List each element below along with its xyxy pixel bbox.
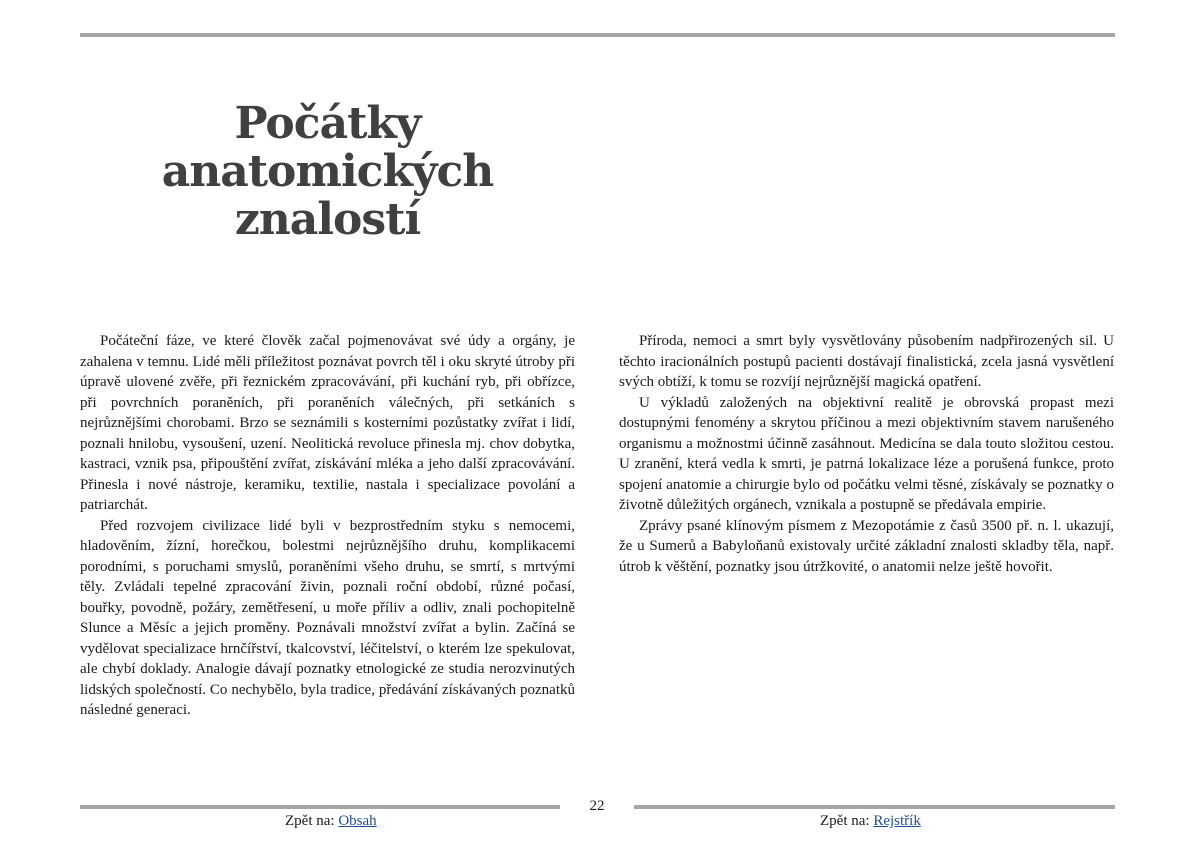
left-text-column bbox=[80, 331, 575, 721]
footer-nav-left bbox=[285, 813, 377, 830]
title-line-3: znalostí bbox=[234, 194, 421, 245]
paragraph: Počáteční fáze, ve které člověk začal pojmenovávat své údy a orgány, je zahalena v temnu. Lidé měli příležitost poznávat povrch těl i oku skryté útroby při úpravě ulovené zvěře, při řeznickém zpracovávání, při kuchání ryb, při obřízce, při povrchních poraněních, při poraněních válečných, při setkáních s nejrůznějšími chorobami. Brzo se seznámili s kosterními pozůstatky zvířat i lidí, poznali hnilobu, vysoušení, uzení. Neolitická revoluce přinesla mj. chov dobytka, kastraci, vznik psa, připouštění zvířat, získávání mléka a jeho další zpracovávání. Přinesla i nové nástroje, keramiku, textilie, nastala i specializace povolání a patriarchát. bbox=[80, 333, 575, 513]
index-link[interactable]: Rejstřík bbox=[873, 813, 921, 829]
page-number: 22 bbox=[560, 798, 634, 815]
contents-link[interactable]: Obsah bbox=[338, 813, 377, 829]
right-text-column bbox=[619, 331, 1114, 577]
paragraph: Před rozvojem civilizace lidé byli v bezprostředním styku s nemocemi, hladověním, žízní, horečkou, bolestmi nejrůznějšího druhu, komplikacemi porodními, s poruchami smyslů, poraněními všeho druhu, se smrtí, s mrtvými těly. Zvládali tepelné zpracování živin, poznali roční období, různé počasí, bouřky, povodně, požáry, zemětřesení, u moře příliv a odliv, znali pochopitelně Slunce a Měsíc a jejich proměny. Poznávali množství zvířat a bylin. Začíná se vydělovat specializace hrnčířství, tkalcovství, léčitelství, o kterém lze spekulovat, ale chybí doklady. Analogie dávají poznatky etnologické ze studia nerozvinutých lidských společností. Co nechybělo, byla tradice, předávání získávaných poznatků následné generaci. bbox=[80, 517, 575, 718]
back-to-label: Zpět na: bbox=[285, 813, 335, 829]
paragraph: U výkladů založených na objektivní realitě je obrovská propast mezi dostupnými fenomény a skrytou příčinou a mezi objektivním stavem narušeného organismu a možnostmi účinně zasáhnout. Medicína se dala touto složitou cestou. U zranění, která vedla k smrti, je patrná lokalizace léze a porušená funkce, proto spojení anatomie a chirurgie bylo od počátku velmi těsné, získávaly se poznatky o životně důležitých orgánech, vznikala a postupně se předávala empirie. bbox=[619, 394, 1114, 513]
bottom-rule-right bbox=[620, 805, 1115, 809]
paragraph: Zprávy psané klínovým písmem z Mezopotámie z časů 3500 př. n. l. ukazují, že u Sumerů a Babyloňanů existovaly určité základní znalosti skladby těla, např. útrob k věštění, poznatky jsou útržkovité, o anatomii nelze ještě hovořit. bbox=[619, 517, 1114, 575]
top-rule bbox=[80, 33, 1115, 37]
title-line-1: Počátky bbox=[234, 98, 421, 149]
page-title bbox=[120, 100, 535, 244]
back-to-label: Zpět na: bbox=[820, 813, 870, 829]
paragraph: Příroda, nemoci a smrt byly vysvětlovány působením nadpřirozených sil. U těchto iracionálních postupů pacienti dostávají finalistická, zcela jasná vysvětlení svých obtíží, k tomu se rozvíjí nejrůznější magická opatření. bbox=[619, 333, 1114, 390]
bottom-rule-left bbox=[80, 805, 576, 809]
title-line-2: anatomických bbox=[161, 146, 494, 197]
bottom-edge-artifact bbox=[0, 841, 150, 845]
footer-nav-right bbox=[820, 813, 921, 830]
